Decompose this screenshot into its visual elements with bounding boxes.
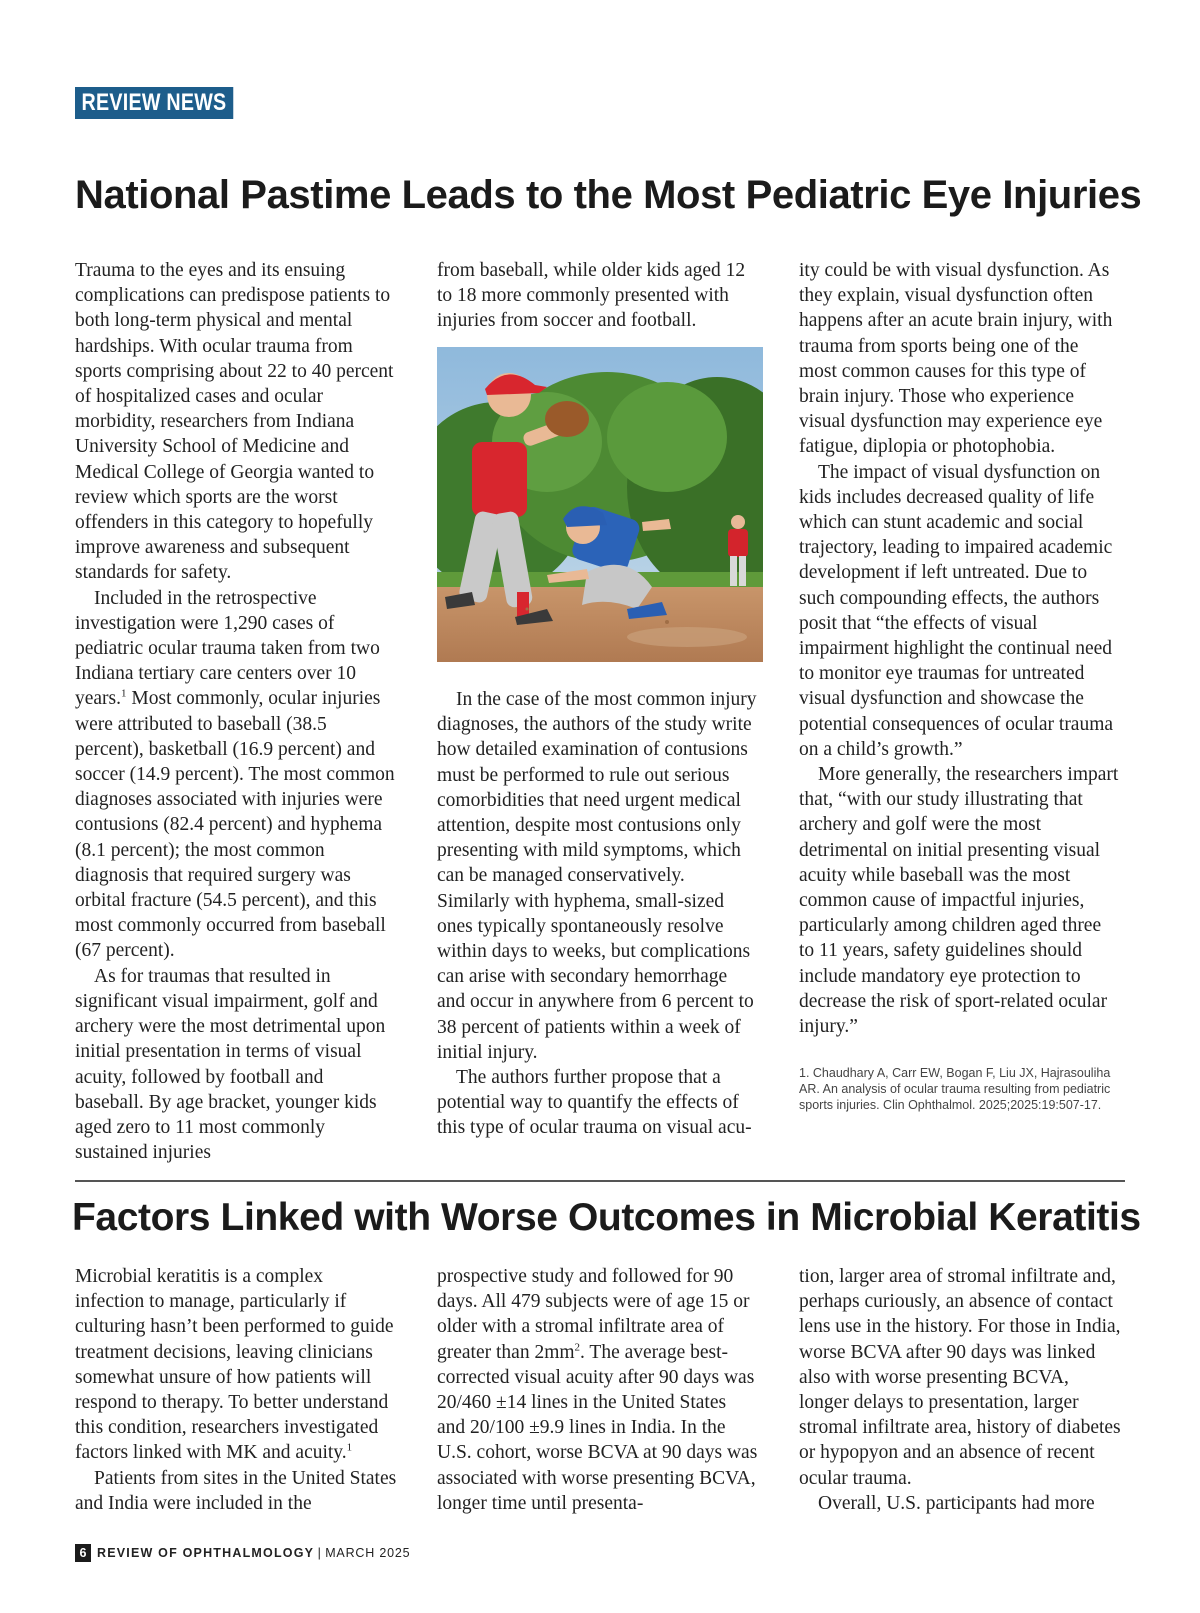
paragraph: ity could be with visual dysfunction. As they explain, visual dysfunction often happens after an acute brain injury, with trauma from sports being one of the most common causes for this type of brain injury. Those who experience visual dysfunction may experience eye fatigue, diplopia or photophobia. — [799, 260, 1113, 458]
article-1-title: National Pastime Leads to the Most Pediatric Eye Injuries — [75, 173, 1142, 217]
baseball-photo — [437, 347, 763, 662]
citation-marker: 1 — [346, 1441, 353, 1454]
paragraph: In the case of the most common injury diagnoses, the authors of the study write how detailed examination of contusions must be performed to rule out serious comorbidities that need urgent medical attention, despite most contusions only presenting with mild symptoms, which can be managed conservatively. Similarly with hyphema, small-sized ones typically spontaneously resolve within days to weeks, but complications can arise with secondary hemorrhage and occur in anywhere from 6 percent to 38 percent of patients within a week of initial injury. — [437, 689, 757, 1063]
page-footer — [75, 1544, 410, 1562]
paragraph: tion, larger area of stromal infiltrate and, perhaps curiously, an absence of contact lens use in the history. For those in India, worse BCVA after 90 days was linked also with worse presenting BCVA, longer delays to presentation, larger stromal infiltrate area, history of diabetes or hypopyon and an absence of recent ocular trauma. — [799, 1266, 1121, 1489]
publication-name: REVIEW OF OPHTHALMOLOGY — [97, 1546, 315, 1560]
paragraph: from baseball, while older kids aged 12 to 18 more commonly presented with injuries from soccer and football. — [437, 260, 746, 332]
paragraph: Patients from sites in the United States and India were included in the — [75, 1467, 397, 1514]
section-divider — [75, 1180, 1125, 1182]
citation-marker: 1 — [121, 687, 127, 700]
paragraph-text: Most commonly, ocular injuries were attributed to baseball (38.5 percent), basketball (16.9 percent) and soccer (14.9 percent). The most common diagnoses associated with injuries were contusions (82.4 percent) and hyphema (8.1 percent); the most common diagnosis that required surgery was orbital fracture (54.5 percent), and this most commonly occurred from baseball (67 percent). — [75, 688, 395, 962]
paragraph-text: prospective study and followed for 90 days. All 479 subjects were of age 15 or older with a stromal infiltrate area of greater than 2mm — [437, 1266, 750, 1363]
article-2-column-1 — [75, 1264, 397, 1516]
paragraph: More generally, the researchers impart that, “with our study illustrating that archery and golf were the most detrimental on initial presenting visual acuity while baseball was the most common cause of impactful injuries, particularly among children aged three to 11 years, safety guidelines should include mandatory eye protection to decrease the risk of sport-related ocular injury.” — [799, 764, 1119, 1038]
paragraph: Trauma to the eyes and its ensuing complications can predispose patients to both long-term physical and mental hardships. With ocular trauma from sports comprising about 22 to 40 percent of hospitalized cases and ocular morbidity, researchers from Indiana University School of Medicine and Medical College of Georgia wanted to review which sports are the worst offenders in this category to hopefully improve awareness and subsequent standards for safety. — [75, 260, 394, 584]
article-2-column-3 — [799, 1264, 1121, 1516]
issue-date: MARCH 2025 — [325, 1546, 411, 1560]
article-1-column-2-continued — [437, 687, 759, 1141]
article-2-column-2 — [437, 1264, 759, 1516]
paragraph: The authors further propose that a potential way to quantify the effects of this type of ocular trauma on visual acu- — [437, 1067, 752, 1139]
paragraph — [437, 1264, 759, 1516]
paragraph: As for traumas that resulted in significant visual impairment, golf and archery were the most detrimental upon initial presentation in terms of visual acuity, followed by football and baseball. By age bracket, younger kids aged zero to 11 most commonly sustained injuries — [75, 965, 386, 1164]
paragraph-text: Included in the retrospective investigation were 1,290 cases of pediatric ocular trauma taken from two Indiana tertiary care centers over 10 years. — [75, 587, 380, 710]
paragraph: Overall, U.S. participants had more — [818, 1492, 1095, 1514]
page-number: 6 — [75, 1544, 91, 1562]
reference: 1. Chaudhary A, Carr EW, Bogan F, Liu JX, Hajrasouliha AR. An analysis of ocular trauma resulting from pediatric sports injuries. Clin Ophthalmol. 2025;2025:19:507-17. — [799, 1066, 1111, 1113]
baseball-slide-illustration — [437, 347, 763, 662]
superscript: 2 — [574, 1341, 581, 1354]
paragraph — [75, 1264, 397, 1466]
paragraph — [75, 586, 397, 964]
paragraph: The impact of visual dysfunction on kids includes decreased quality of life which can stunt academic and social trajectory, leading to impaired academic development if left untreated. Due to such compounding effects, the authors posit that “the effects of visual impairment highlight the continual need to monitor eye traumas for untreated visual dysfunction and showcase the potential consequences of ocular trauma on a child’s growth.” — [799, 461, 1114, 760]
section-tag: REVIEW NEWS — [75, 87, 233, 119]
article-1-column-1 — [75, 258, 397, 1165]
article-1-column-2 — [437, 258, 759, 334]
article-1-column-3 — [799, 258, 1121, 1113]
paragraph-text: Microbial keratitis is a complex infection to manage, particularly if culturing hasn’t been performed to guide treatment decisions, leaving clinicians somewhat unsure of how patients will respond to therapy. To better understand this condition, researchers investigated factors linked with MK and acuity. — [75, 1266, 394, 1464]
paragraph-text: . The average best-corrected visual acuity after 90 days was 20/460 ±14 lines in the United States and 20/100 ±9.9 lines in India. In the U.S. cohort, worse BCVA at 90 days was associated with worse presenting BCVA, longer time until presenta- — [437, 1341, 758, 1514]
article-2-title: Factors Linked with Worse Outcomes in Microbial Keratitis — [72, 1196, 1141, 1239]
footer-separator: | — [317, 1546, 322, 1560]
